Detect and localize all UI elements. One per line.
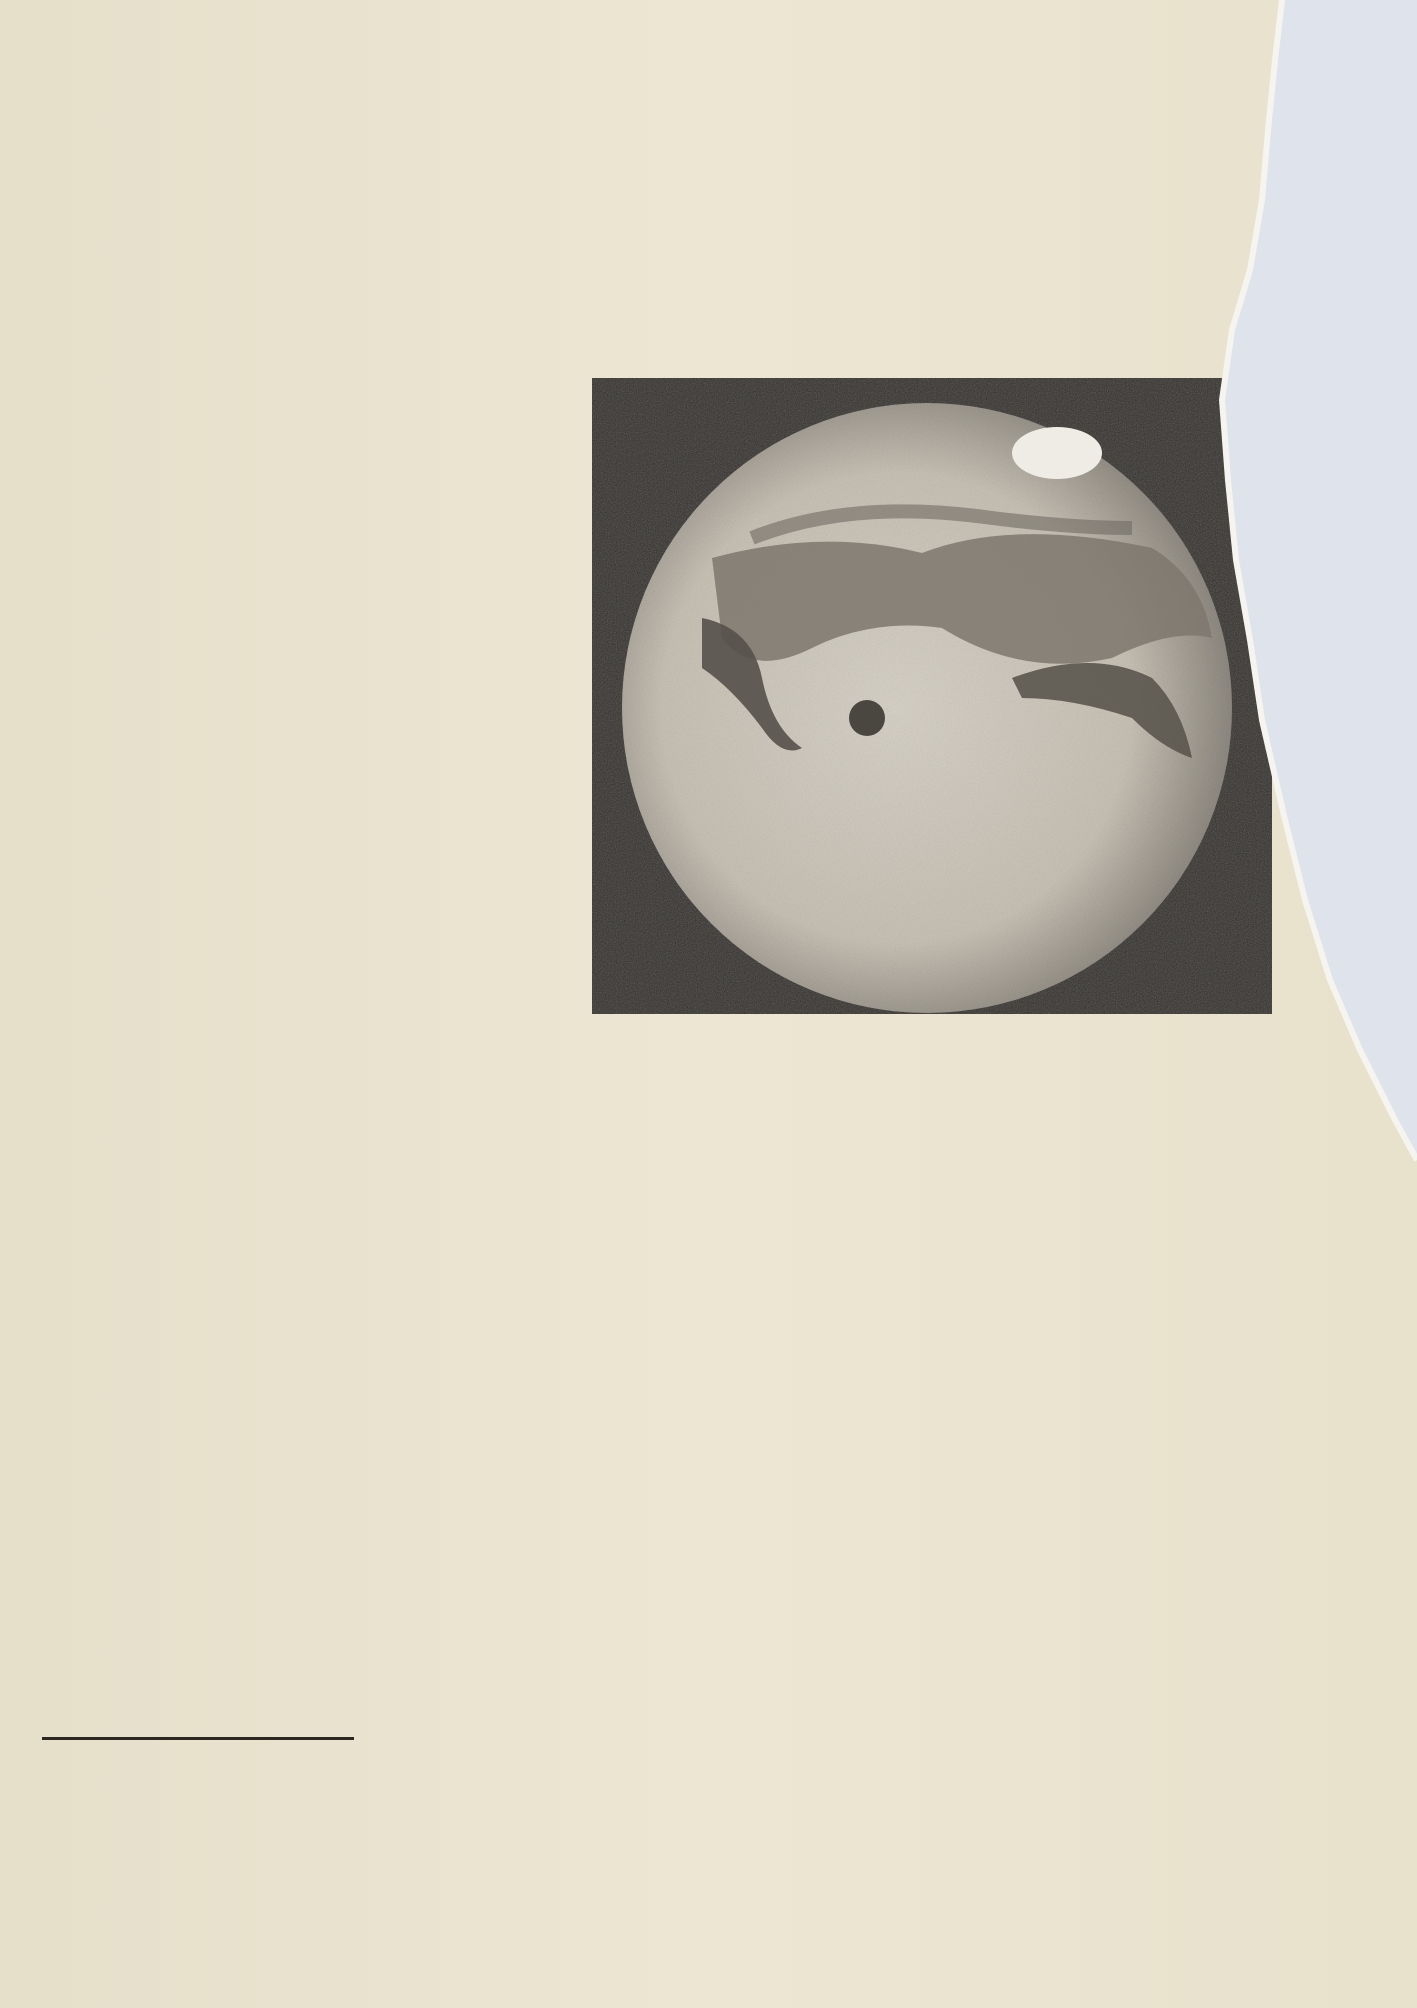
footnote-rule [42,1737,354,1740]
mars-figure [592,378,1272,1014]
mars-telescope-drawing [592,378,1272,1014]
polar-cap [1012,427,1102,479]
